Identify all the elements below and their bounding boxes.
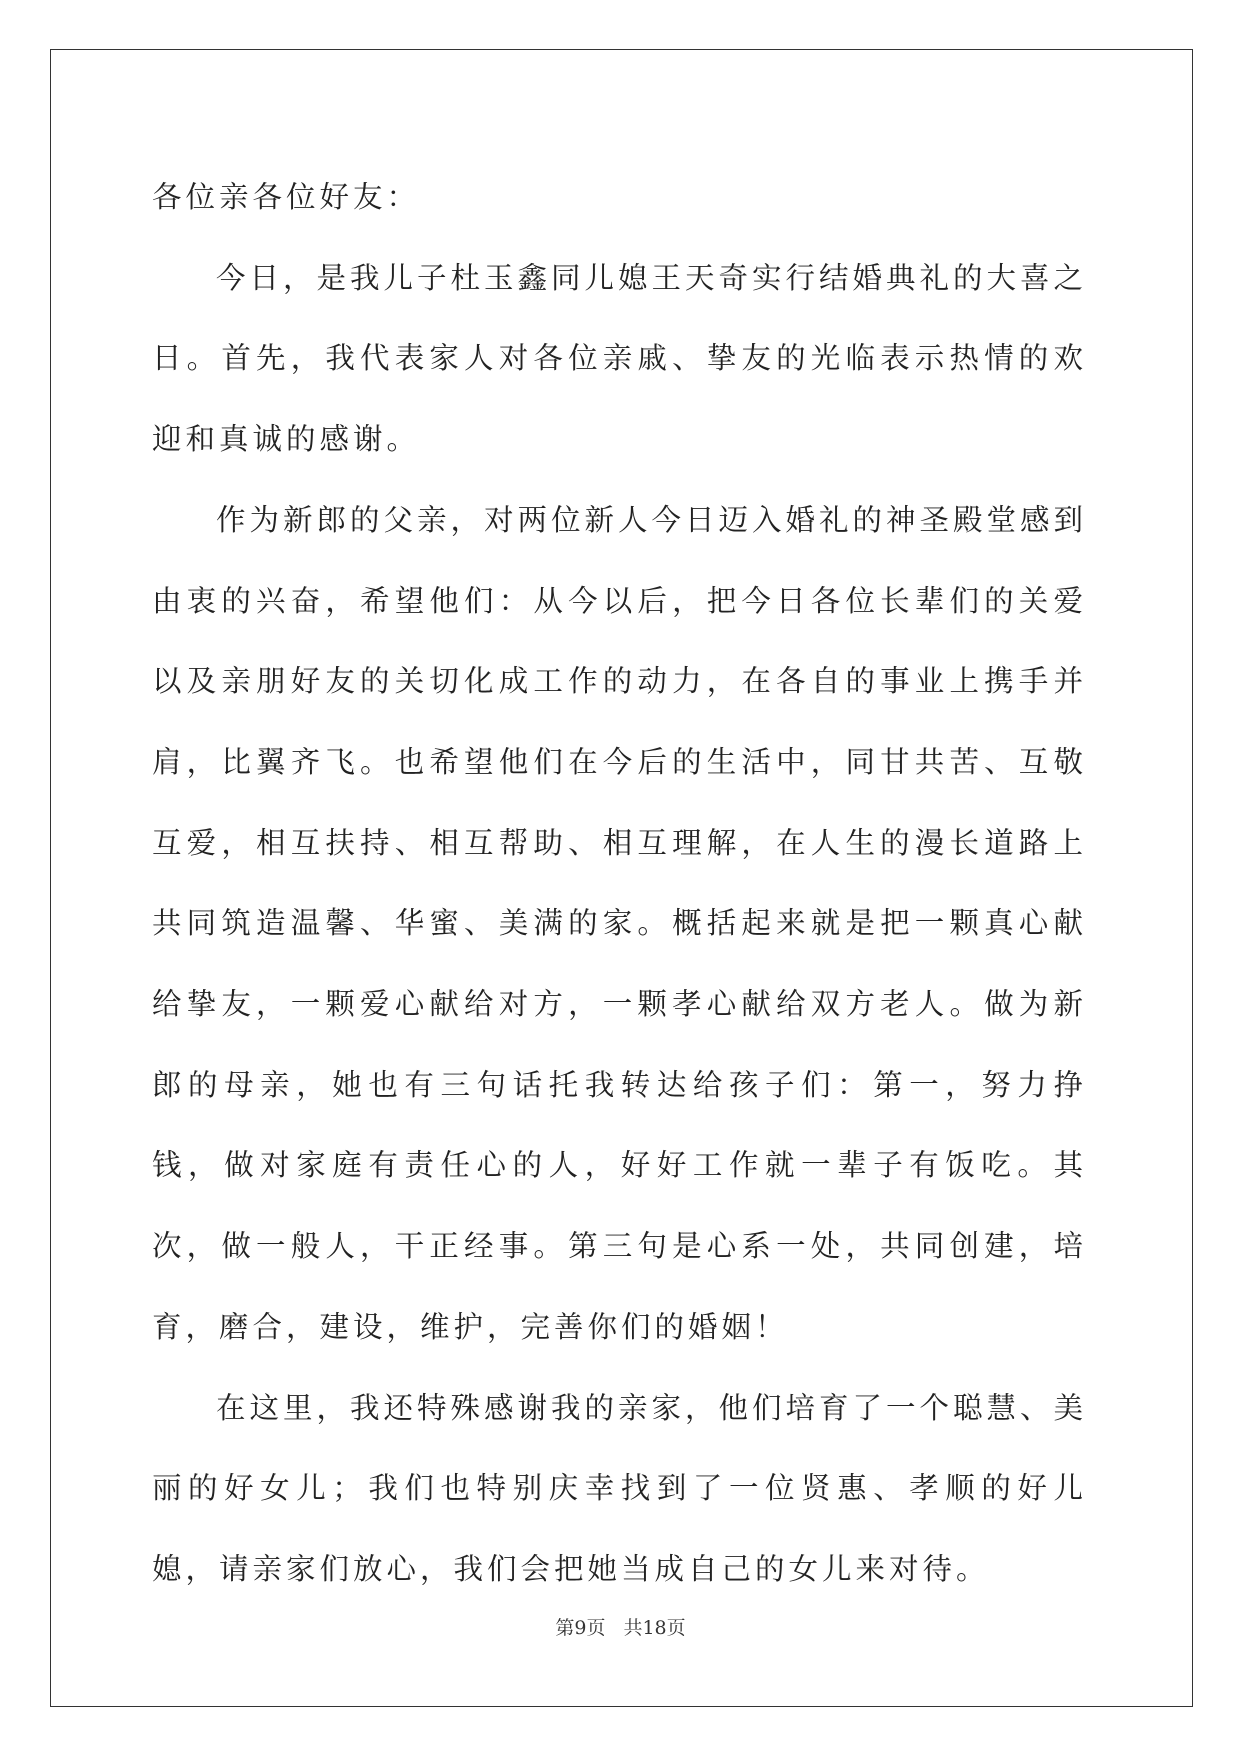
page-number-current: 第9页: [555, 1617, 606, 1639]
paragraph-2: 作为新郎的父亲，对两位新人今日迈入婚礼的神圣殿堂感到由衷的兴奋，希望他们：从今以后，把今日各位长辈们的关爱以及亲朋好友的关切化成工作的动力，在各自的事业上携手并肩，比翼齐飞。也希望他们在今后的生活中，同甘共苦、互敬互爱，相互扶持、相互帮助、相互理解，在人生的漫长道路上共同筑造温馨、华蜜、美满的家。概括起来就是把一颗真心献给挚友，一颗爱心献给对方，一颗孝心献给双方老人。做为新郎的母亲，她也有三句话托我转达给孩子们：第一，努力挣钱，做对家庭有责任心的人，好好工作就一辈子有饭吃。其次，做一般人，干正经事。第三句是心系一处，共同创建，培育，磨合，建设，维护，完善你们的婚姻！: [152, 502, 1088, 1344]
greeting-line: 各位亲各位好友：: [152, 180, 421, 214]
paragraph-1: 今日，是我儿子杜玉鑫同儿媳王天奇实行结婚典礼的大喜之日。首先，我代表家人对各位亲戚、挚友的光临表示热情的欢迎和真诚的感谢。: [152, 260, 1088, 457]
page-number-total: 共18页: [623, 1617, 686, 1639]
page-footer: [0, 1613, 1241, 1640]
paragraph-3: 在这里，我还特殊感谢我的亲家，他们培育了一个聪慧、美丽的好女儿；我们也特别庆幸找到了一位贤惠、孝顺的好儿媳，请亲家们放心，我们会把她当成自己的女儿来对待。: [152, 1390, 1088, 1586]
document-body: [152, 157, 1087, 1610]
